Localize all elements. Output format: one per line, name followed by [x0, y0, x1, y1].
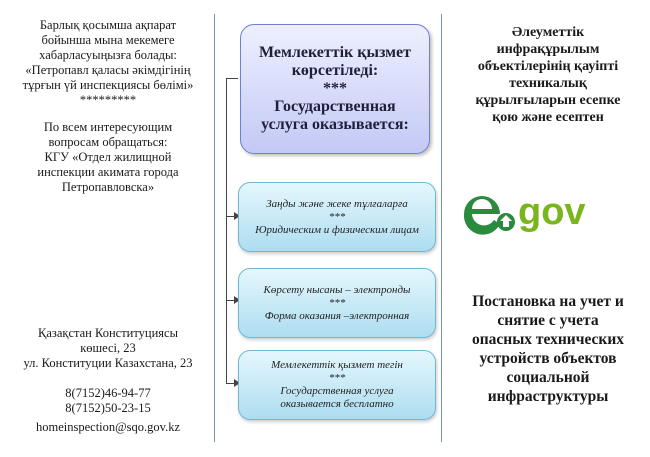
ru-contact-line: инспекции акимата города [37, 165, 179, 179]
title-line: қою және есептен [492, 110, 604, 125]
email-address: homeinspection@sqo.gov.kz [35, 420, 180, 434]
box-kz-text: Мемлекеттік қызмет тегін [271, 359, 403, 371]
column-divider [214, 14, 215, 442]
box-ru-text: Юридическим и физическим лицам [255, 223, 419, 236]
service-header-line: Мемлекеттік қызмет [258, 44, 412, 61]
contact-block [8, 18, 208, 195]
service-header-line: көрсетіледі: [291, 62, 379, 79]
box-ru-text: Государственная услуга [280, 385, 394, 397]
address-line: көшесі, 23 [80, 341, 136, 355]
service-header-line: *** [322, 80, 347, 97]
kz-service-title [452, 24, 644, 126]
cost-box [238, 350, 436, 420]
kz-contact-line: Барлық қосымша ақпарат [39, 18, 177, 32]
egov-e-icon [464, 196, 500, 235]
title-line: объектілерінің қауіпті [477, 59, 619, 74]
service-header-box [240, 24, 430, 154]
title-line: техникалық [509, 76, 587, 91]
address-line: ул. Конституции Казахстана, 23 [23, 356, 193, 370]
title-line: инфрақұрылым [496, 42, 600, 57]
ru-contact-line: КГУ «Отдел жилищной [44, 150, 172, 164]
kz-contact-line: бойынша мына мекемеге [41, 33, 175, 47]
form-box [238, 268, 436, 338]
box-separator: *** [328, 210, 346, 223]
kz-contact-line: тұрғын үй инспекциясы бөлімі» [22, 78, 194, 92]
egov-logo [458, 178, 608, 248]
phone-number: 8(7152)46-94-77 [65, 386, 151, 400]
box-kz-text: Көрсету нысаны – электронды [263, 283, 411, 296]
box-kz-text: Заңды және жеке тұлғаларға [266, 197, 408, 210]
ru-service-title [452, 292, 644, 406]
service-header-line: Государственная [274, 98, 396, 115]
title-line: опасных технических [471, 331, 625, 348]
egov-arrow-icon [497, 213, 515, 231]
connector-line [226, 78, 227, 383]
box-separator: *** [328, 296, 346, 309]
address-line: Қазақстан Конституциясы [38, 326, 178, 340]
egov-gov-text: gov [518, 191, 586, 233]
box-separator: *** [328, 372, 346, 384]
kz-contact-line: «Петропавл қаласы әкімдігінің [25, 63, 191, 77]
title-line: устройств объектов [479, 350, 617, 367]
box-ru-text: оказывается бесплатно [280, 398, 394, 410]
title-line: құрылғыларын есепке [475, 93, 621, 108]
column-divider [441, 14, 442, 442]
title-line: социальной [506, 369, 590, 386]
kz-contact-line: ********* [79, 93, 137, 107]
ru-contact-line: вопросам обращаться: [48, 135, 168, 149]
title-line: инфраструктуры [487, 388, 609, 405]
phone-number: 8(7152)50-23-15 [65, 401, 151, 415]
connector-line [226, 78, 238, 79]
title-line: Постановка на учет и [472, 293, 624, 310]
title-line: Әлеуметтік [511, 25, 585, 40]
box-ru-text: Форма оказания –электронная [264, 309, 410, 322]
service-header-line: услуга оказывается: [261, 116, 409, 133]
title-line: снятие с учета [497, 312, 599, 329]
recipients-box [238, 182, 436, 252]
ru-contact-line: Петропавловска» [61, 180, 155, 194]
address-block [8, 326, 208, 435]
ru-contact-line: По всем интересующим [43, 120, 173, 134]
kz-contact-line: хабарласуыңызға болады: [39, 48, 177, 62]
